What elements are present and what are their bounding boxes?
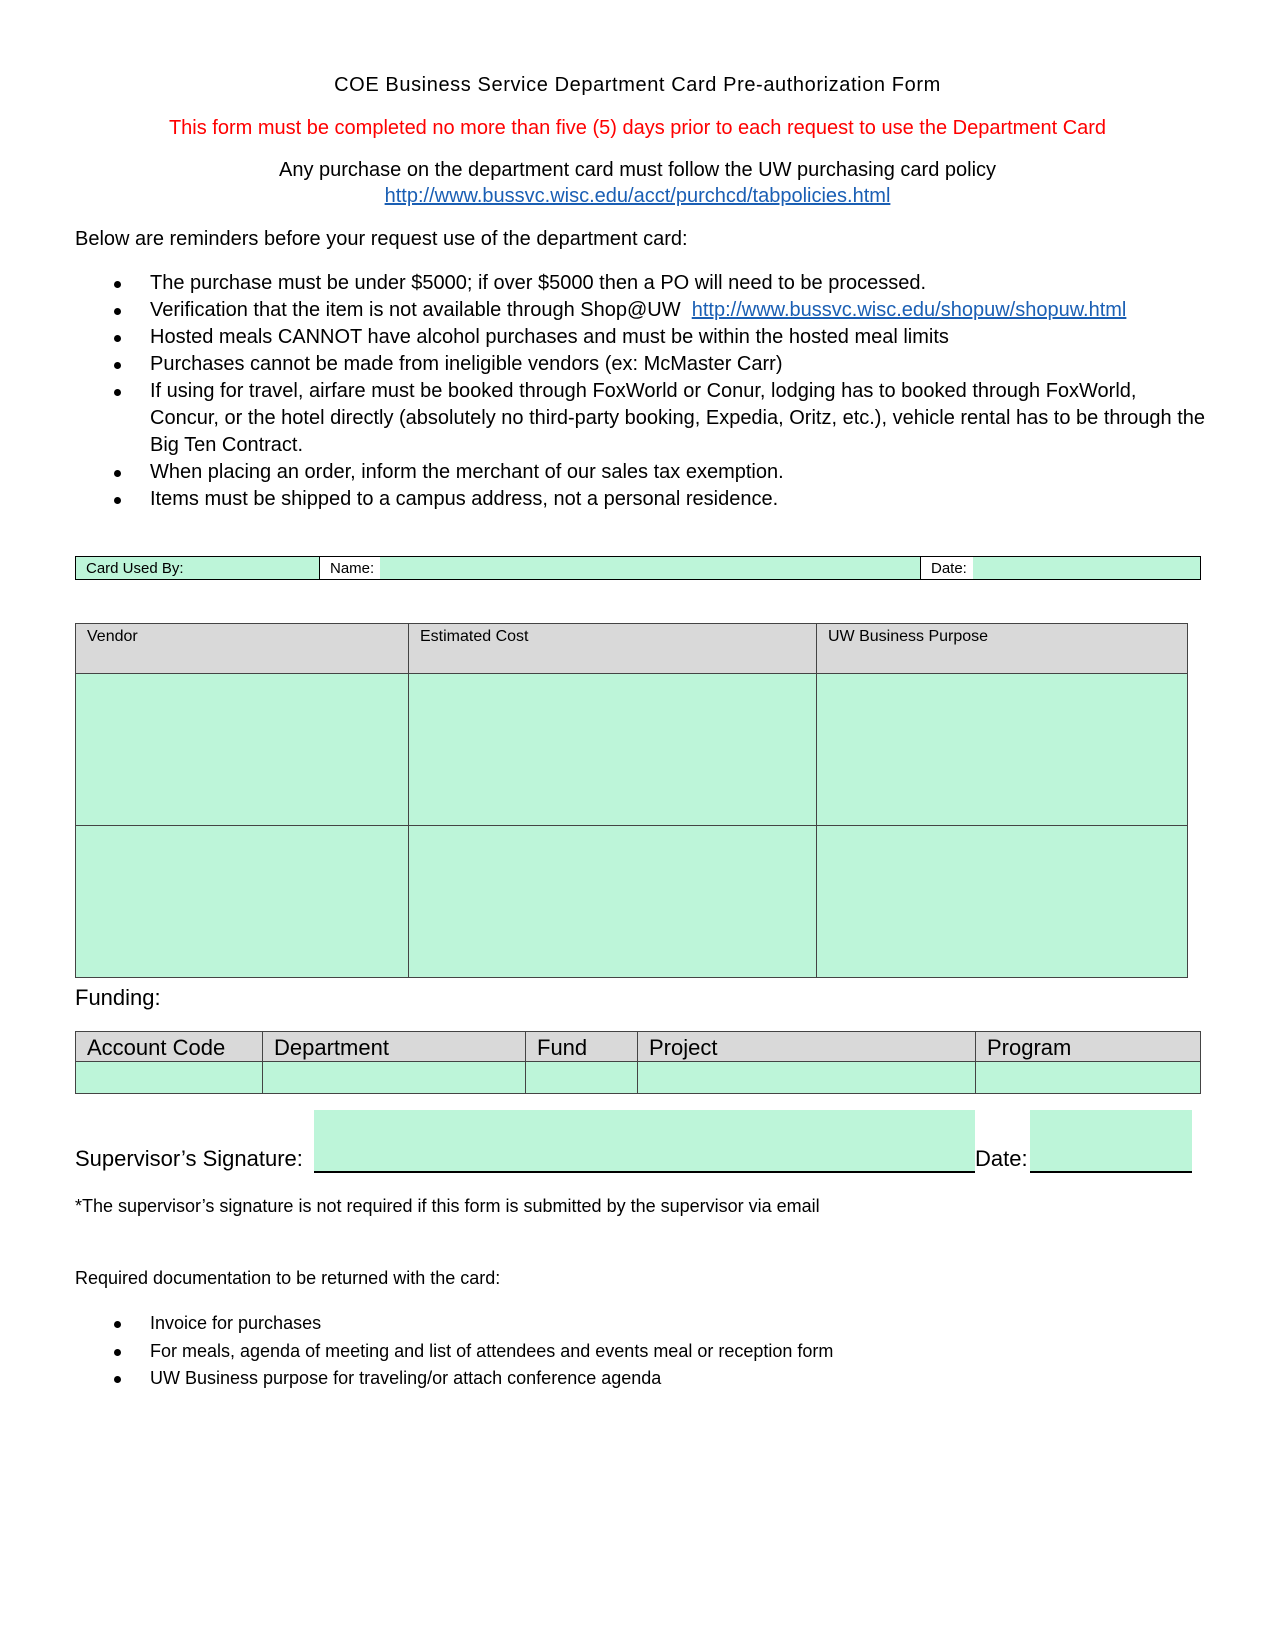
list-item	[75, 297, 1205, 324]
signature-label: Supervisor’s Signature:	[75, 1146, 303, 1171]
account-code-header: Account Code	[76, 1032, 263, 1062]
table-header-row	[76, 1032, 1201, 1062]
vendor-cell[interactable]	[76, 674, 409, 826]
list-item-text: Verification that the item is not available through Shop@UW	[150, 299, 681, 321]
card-used-by-label: Card Used By:	[86, 560, 184, 577]
list-item	[75, 1365, 1205, 1393]
bullet-icon	[114, 362, 121, 369]
bullet-icon	[114, 308, 121, 315]
table-row	[76, 826, 1188, 978]
warning-text: This form must be completed no more than five (5) days prior to each request to use the Department Card	[168, 117, 1107, 139]
policy-link[interactable]: http://www.bussvc.wisc.edu/acct/purchcd/tabpolicies.html	[384, 185, 891, 207]
department-cell[interactable]	[263, 1062, 526, 1094]
list-item	[75, 1310, 1205, 1338]
signature-date-label: Date:	[975, 1146, 1028, 1171]
list-item	[75, 459, 1205, 486]
estimated-cost-cell[interactable]	[409, 826, 817, 978]
name-field[interactable]	[320, 557, 921, 579]
fund-header: Fund	[526, 1032, 638, 1062]
signature-field[interactable]	[314, 1110, 975, 1173]
program-header: Program	[976, 1032, 1201, 1062]
shop-uw-link[interactable]: http://www.bussvc.wisc.edu/shopuw/shopuw.html	[691, 299, 1127, 321]
bullet-icon	[114, 335, 121, 342]
bullet-icon	[114, 1376, 121, 1383]
project-cell[interactable]	[638, 1062, 976, 1094]
signature-line	[314, 1171, 975, 1173]
reminders-list	[75, 270, 1205, 513]
account-code-cell[interactable]	[76, 1062, 263, 1094]
documentation-intro: Required documentation to be returned with the card:	[75, 1268, 501, 1288]
table-header-row	[76, 624, 1188, 674]
name-label: Name:	[330, 560, 375, 577]
documentation-list	[75, 1310, 1205, 1393]
business-purpose-cell[interactable]	[817, 826, 1188, 978]
table-row	[76, 674, 1188, 826]
list-item-text: The purchase must be under $5000; if over $5000 then a PO will need to be processed.	[150, 272, 927, 294]
table-row	[76, 1062, 1201, 1094]
list-item-text: Invoice for purchases	[150, 1313, 322, 1333]
signature-note: *The supervisor’s signature is not required if this form is submitted by the supervisor via email	[75, 1196, 820, 1216]
vendor-header: Vendor	[76, 624, 409, 674]
list-item-text: Hosted meals CANNOT have alcohol purchases and must be within the hosted meal limits	[150, 326, 949, 348]
date-field[interactable]	[921, 557, 1200, 579]
list-item-text: When placing an order, inform the merchant of our sales tax exemption.	[150, 461, 784, 483]
funding-label: Funding:	[75, 985, 161, 1010]
bullet-icon	[114, 470, 121, 477]
list-item	[75, 351, 1205, 378]
card-used-by-row	[75, 556, 1201, 580]
list-item	[75, 1338, 1205, 1366]
signature-date-line	[1030, 1171, 1192, 1173]
form-title: COE Business Service Department Card Pre-authorization Form	[334, 74, 941, 96]
bullet-icon	[114, 497, 121, 504]
vendor-table	[75, 623, 1188, 978]
fund-cell[interactable]	[526, 1062, 638, 1094]
list-item-text: UW Business purpose for traveling/or attach conference agenda	[150, 1368, 662, 1388]
program-cell[interactable]	[976, 1062, 1201, 1094]
bullet-icon	[114, 281, 121, 288]
list-item-text: Purchases cannot be made from ineligible vendors (ex: McMaster Carr)	[150, 353, 783, 375]
list-item-text: Items must be shipped to a campus address, not a personal residence.	[150, 488, 779, 510]
vendor-cell[interactable]	[76, 826, 409, 978]
business-purpose-header: UW Business Purpose	[817, 624, 1188, 674]
card-used-by-field[interactable]	[76, 557, 320, 579]
reminders-intro: Below are reminders before your request use of the department card:	[75, 228, 688, 250]
list-item-text: For meals, agenda of meeting and list of attendees and events meal or reception form	[150, 1340, 834, 1361]
list-item-text: If using for travel, airfare must be booked through FoxWorld or Conur, lodging has to booked through FoxWorld, Concur, or the hotel directly (absolutely no third-party booking, Expedia, Oritz, etc.), vehicle rental has to be through the Big Ten Contract.	[150, 380, 1206, 456]
list-item	[75, 486, 1205, 513]
estimated-cost-cell[interactable]	[409, 674, 817, 826]
list-item	[75, 378, 1205, 459]
policy-link-wrap	[0, 185, 1275, 208]
funding-table	[75, 1031, 1201, 1094]
date-label: Date:	[931, 560, 967, 577]
bullet-icon	[114, 1321, 121, 1328]
list-item	[75, 324, 1205, 351]
project-header: Project	[638, 1032, 976, 1062]
bullet-icon	[114, 1349, 121, 1356]
department-header: Department	[263, 1032, 526, 1062]
signature-date-field[interactable]	[1030, 1110, 1192, 1173]
estimated-cost-header: Estimated Cost	[409, 624, 817, 674]
business-purpose-cell[interactable]	[817, 674, 1188, 826]
policy-text: Any purchase on the department card must follow the UW purchasing card policy	[278, 159, 997, 181]
bullet-icon	[114, 389, 121, 396]
list-item	[75, 270, 1205, 297]
